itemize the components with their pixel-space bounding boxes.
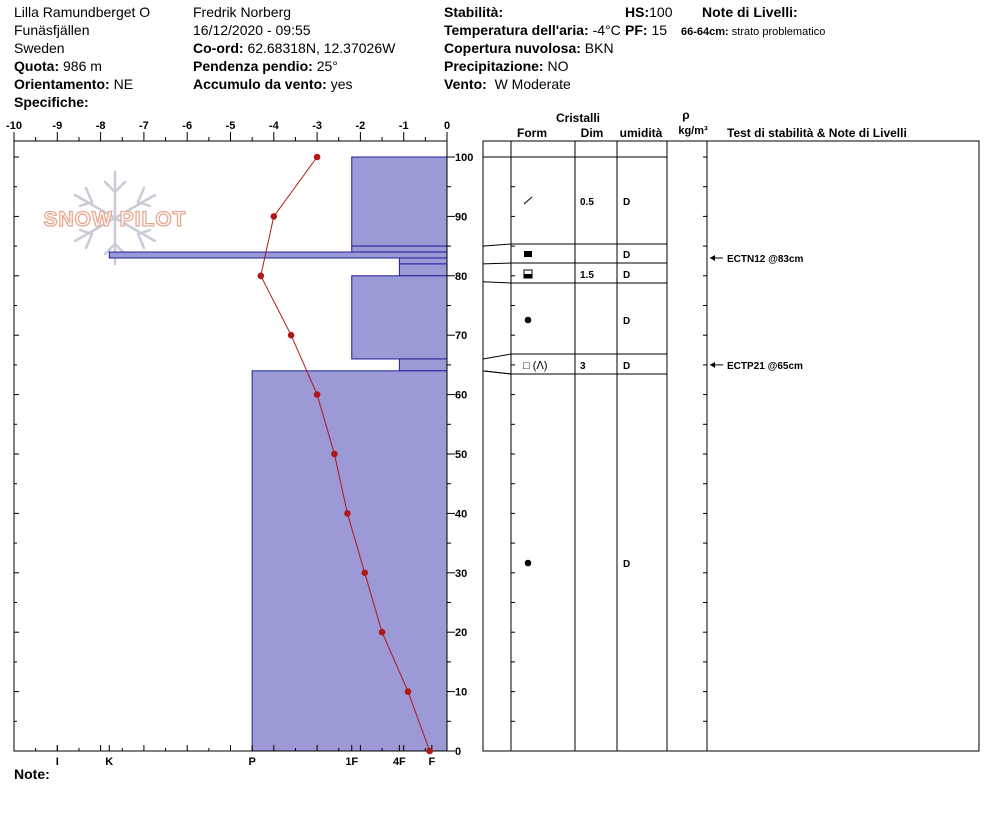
depth-tick-label: 40: [455, 508, 468, 521]
tests-header: Test di stabilità & Note di Livelli: [727, 126, 907, 140]
layer-note-range: 66-64cm:: [681, 26, 729, 38]
wind-label: Vento:: [444, 76, 487, 92]
layer-boundary-connector: [483, 354, 511, 359]
temperature-point: [258, 273, 265, 280]
hardness-bar: [399, 258, 447, 264]
hardness-tick-label: I: [55, 756, 59, 768]
temperature-tick-label: -4: [268, 120, 279, 132]
hardness-bar: [252, 371, 447, 751]
depth-tick-label: 10: [455, 686, 468, 699]
observation-datetime: 16/12/2020 - 09:55: [193, 22, 311, 38]
temperature-point: [288, 332, 295, 339]
depth-tick-label: 30: [455, 567, 468, 580]
watermark-text: SNOW PILOT: [43, 208, 187, 231]
depth-tick-label: 50: [455, 449, 468, 461]
hardness-bar: [352, 276, 447, 359]
air-temperature-label: Temperatura dell'aria:: [444, 22, 589, 38]
wind-loading-value: yes: [330, 76, 353, 92]
temperature-tick-label: -5: [225, 120, 236, 132]
penetration-label: PF:: [625, 22, 648, 38]
faceted-depth-hoar-label: □ (ᐱ): [523, 360, 548, 372]
stability-label: Stabilità:: [444, 4, 504, 20]
hardness-profile: [109, 157, 447, 751]
stability-test-label: ECTN12 @83cm: [727, 253, 804, 265]
layer-moisture: D: [623, 197, 631, 208]
layer-size: 0.5: [580, 197, 594, 208]
hardness-bar: [352, 246, 447, 252]
layer-moisture: D: [623, 316, 631, 327]
size-header: Dim: [580, 126, 604, 140]
hardness-tick-label: F: [428, 756, 436, 768]
test-arrowhead: [710, 255, 715, 261]
temperature-point: [314, 154, 321, 161]
depth-tick-label: 20: [455, 627, 468, 640]
depth-tick-label: 0: [455, 746, 462, 758]
moisture-header: umidità: [619, 126, 663, 140]
crystals-header: Cristalli: [555, 111, 601, 125]
temperature-point: [331, 451, 338, 458]
depth-tick-label: 80: [455, 270, 468, 283]
temperature-tick-label: -8: [95, 120, 106, 132]
layer-size: 3: [580, 361, 586, 372]
test-arrowhead: [710, 362, 715, 368]
depth-tick-label: 70: [455, 330, 468, 343]
temperature-tick-label: -1: [398, 120, 409, 132]
location-name: Lilla Ramundberget O: [14, 4, 151, 20]
aspect-value: NE: [113, 76, 134, 92]
precipitation-value: NO: [547, 58, 569, 74]
ice-layer-icon: [524, 251, 532, 257]
rho-header: ρ: [682, 108, 690, 122]
temperature-tick-label: -9: [52, 120, 63, 132]
temperature-point: [379, 629, 386, 636]
depth-tick-label: 90: [455, 211, 468, 224]
layer-moisture: D: [623, 250, 631, 261]
temperature-tick-label: -3: [312, 120, 322, 132]
slope-label: Pendenza pendio:: [193, 58, 313, 74]
temperature-point: [314, 391, 321, 398]
temperature-point: [426, 748, 433, 755]
coordinates-label: Co-ord:: [193, 40, 244, 56]
region-name: Funäsfjällen: [14, 22, 90, 38]
elevation-value: 986 m: [63, 58, 102, 74]
layer-boundary-connector: [483, 371, 511, 374]
layer-moisture: D: [623, 559, 631, 570]
layer-size: 1.5: [580, 270, 594, 281]
rounded-grain-icon: [525, 560, 532, 567]
layer-note-text: strato problematico: [731, 26, 826, 38]
observer-name: Fredrik Norberg: [193, 4, 292, 20]
slope-value: 25°: [316, 58, 338, 74]
layer-boundary-connector: [483, 244, 511, 246]
precipitation-label: Precipitazione:: [444, 58, 544, 74]
layer-moisture: D: [623, 270, 631, 281]
elevation-label: Quota:: [14, 58, 60, 74]
temperature-tick-label: -10: [6, 120, 22, 132]
hardness-bar: [399, 359, 447, 371]
country-name: Sweden: [14, 40, 65, 56]
hardness-tick-label: 4F: [392, 756, 406, 768]
hardness-tick-label: 1F: [345, 756, 359, 768]
watermark: [44, 172, 187, 264]
layer-boundary-connector: [483, 263, 511, 264]
hardness-tick-label: K: [105, 756, 114, 768]
temperature-tick-label: -6: [182, 120, 193, 132]
snow-height-label: HS:: [625, 4, 650, 20]
form-header: Form: [517, 126, 547, 140]
temperature-point: [271, 213, 278, 220]
wind-value: W Moderate: [494, 76, 571, 92]
decomposing-fragment-icon: [524, 197, 532, 204]
hardness-bar: [399, 264, 447, 276]
density-header: kg/m³: [678, 125, 708, 137]
layer-boundary-connector: [483, 282, 511, 283]
depth-tick-label: 100: [455, 152, 474, 164]
coordinates-value: 62.68318N, 12.37026W: [247, 40, 396, 56]
table-frame: [483, 141, 979, 751]
hardness-bar: [352, 157, 447, 246]
temperature-point: [361, 570, 368, 577]
layer-notes-label: Note di Livelli:: [702, 4, 798, 20]
depth-tick-label: 60: [455, 389, 468, 402]
cloud-cover-value: BKN: [584, 40, 614, 56]
rounded-grain-icon: [525, 317, 532, 324]
temperature-point: [344, 510, 351, 517]
hardness-bar: [109, 252, 447, 258]
snow-height-value: 100: [649, 4, 673, 20]
air-temperature-value: -4°C: [592, 22, 621, 38]
aspect-label: Orientamento:: [14, 76, 110, 92]
rounding-faceted-icon: [524, 270, 532, 278]
wind-loading-label: Accumulo da vento:: [193, 76, 327, 92]
hardness-tick-label: P: [248, 756, 256, 768]
temperature-tick-label: -7: [139, 120, 149, 132]
temperature-tick-label: 0: [443, 120, 451, 132]
stratigraphy-table: [483, 108, 979, 751]
specifics-label: Specifiche:: [14, 94, 89, 110]
notes-label: Note:: [14, 766, 50, 782]
temperature-point: [405, 688, 412, 695]
stability-test-label: ECTP21 @65cm: [727, 360, 803, 372]
penetration-value: 15: [651, 22, 668, 38]
cloud-cover-label: Copertura nuvolosa:: [444, 40, 581, 56]
layer-moisture: D: [623, 361, 631, 372]
temperature-tick-label: -2: [355, 120, 366, 132]
faceted-depth-hoar-icon: [523, 360, 548, 372]
